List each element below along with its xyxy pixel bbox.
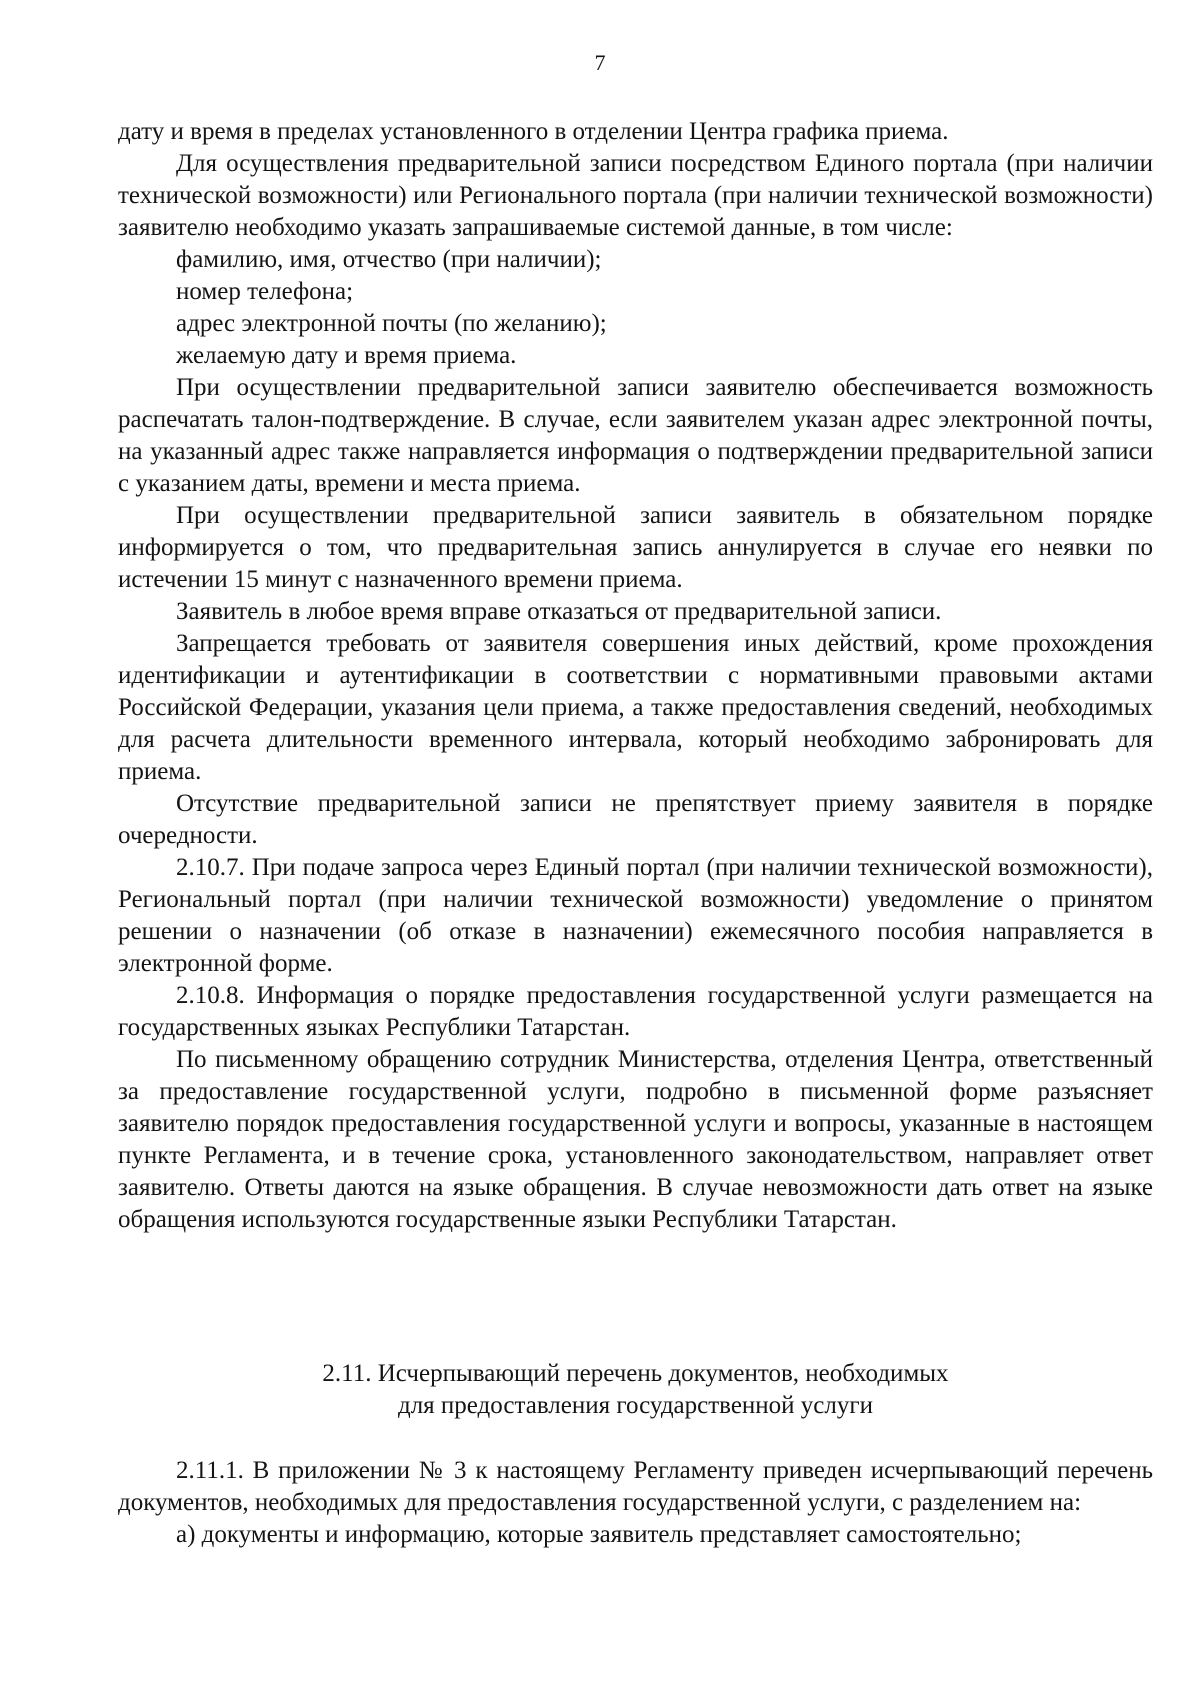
paragraph: а) документы и информацию, которые заявитель представляет самостоятельно;	[176, 1521, 1022, 1548]
list-item: желаемую дату и время приема.	[176, 342, 517, 369]
section-heading-line: 2.11. Исчерпывающий перечень документов, необходимых	[322, 1360, 949, 1387]
paragraph: При осуществлении предварительной записи заявитель в обязательном порядке информируется о том, что предварительная запись аннулируется в случае его неявки по истечении 15 минут с назначенного времени приема.	[118, 502, 1153, 593]
paragraph: 2.10.7. При подаче запроса через Единый портал (при наличии технической возможности), Региональный портал (при наличии технической возможности) уведомление о принятом решении о назначении (об отказе в назначении) ежемесячного пособия направляется в электронной форме.	[118, 854, 1153, 977]
list-item: номер телефона;	[176, 278, 354, 305]
paragraph: Заявитель в любое время вправе отказаться от предварительной записи.	[176, 598, 942, 625]
page-number: 7	[594, 50, 606, 75]
paragraph: При осуществлении предварительной записи заявителю обеспечивается возможность распечатать талон-подтверждение. В случае, если заявителем указан адрес электронной почты, на указанный адрес также направляется информация о подтверждении предварительной записи с указанием даты, времени и места приема.	[118, 374, 1153, 497]
list-item: адрес электронной почты (по желанию);	[176, 310, 607, 337]
paragraph: дату и время в пределах установленного в отделении Центра графика приема.	[118, 118, 949, 145]
section-heading-line: для предоставления государственной услуги	[397, 1392, 874, 1419]
paragraph: По письменному обращению сотрудник Министерства, отделения Центра, ответственный за предоставление государственной услуги, подробно в письменной форме разъясняет заявителю порядок предоставления государственной услуги и вопросы, указанные в настоящем пункте Регламента, и в течение срока, установленного законодательством, направляет ответ заявителю. Ответы даются на языке обращения. В случае невозможности дать ответ на языке обращения используются государственные языки Республики Татарстан.	[118, 1046, 1153, 1233]
body-text-continued	[118, 1455, 1153, 1551]
paragraph: Для осуществления предварительной записи посредством Единого портала (при наличии технической возможности) или Регионального портала (при наличии технической возможности) заявителю необходимо указать запрашиваемые системой данные, в том числе:	[118, 150, 1153, 241]
list-item: фамилию, имя, отчество (при наличии);	[176, 246, 602, 273]
paragraph: 2.11.1. В приложении № 3 к настоящему Регламенту приведен исчерпывающий перечень документов, необходимых для предоставления государственной услуги, с разделением на:	[118, 1457, 1153, 1516]
body-text	[118, 116, 1153, 1236]
section-heading	[118, 1358, 1153, 1422]
paragraph: Запрещается требовать от заявителя совершения иных действий, кроме прохождения идентификации и аутентификации в соответствии с нормативными правовыми актами Российской Федерации, указания цели приема, а также предоставления сведений, необходимых для расчета длительности временного интервала, который необходимо забронировать для приема.	[118, 630, 1153, 785]
paragraph: Отсутствие предварительной записи не препятствует приему заявителя в порядке очередности.	[118, 790, 1153, 849]
paragraph: 2.10.8. Информация о порядке предоставления государственной услуги размещается на государственных языках Республики Татарстан.	[118, 982, 1153, 1041]
